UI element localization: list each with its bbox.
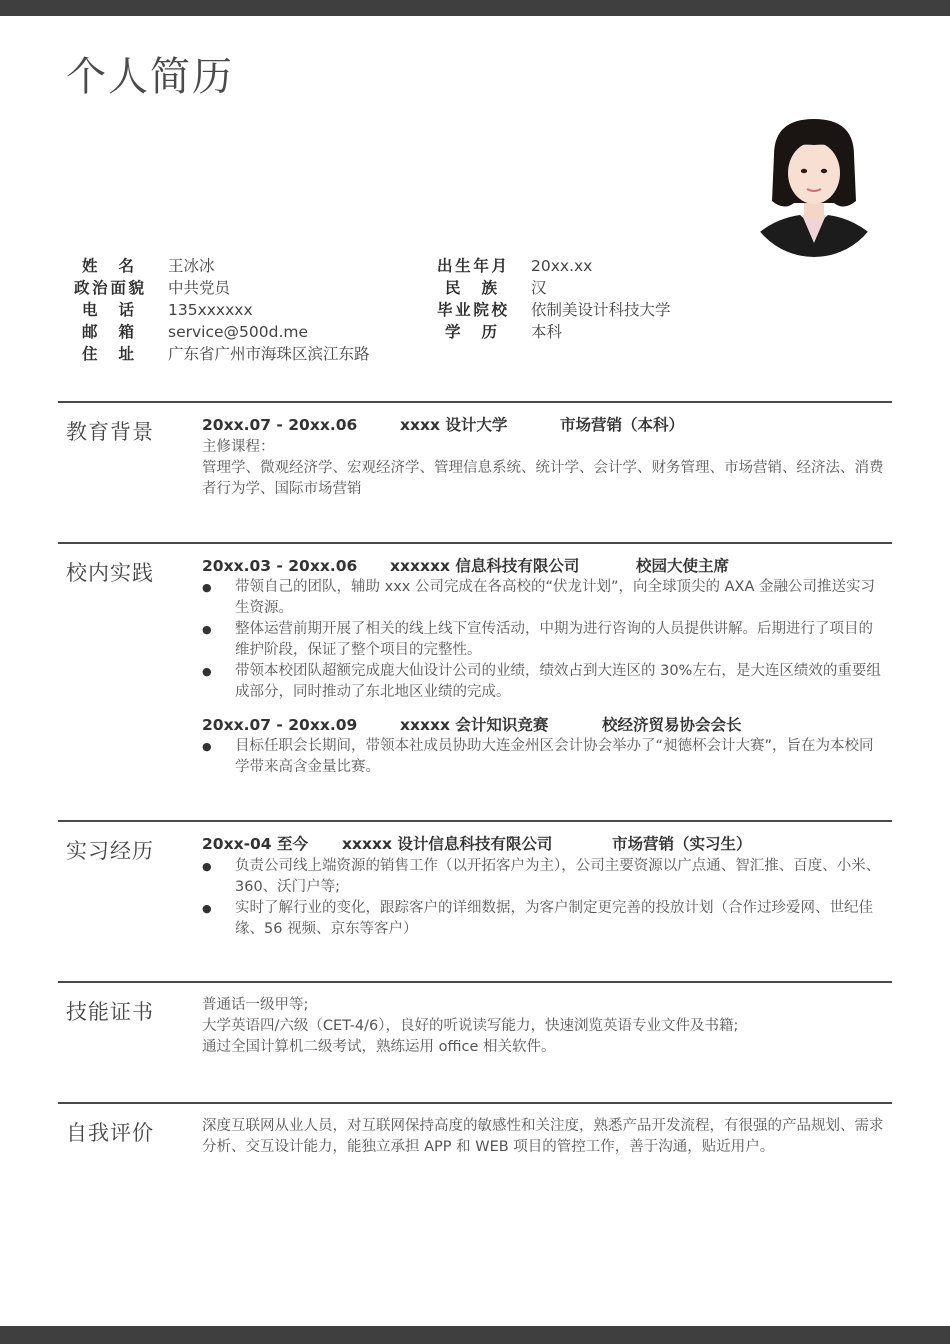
list-item xyxy=(202,577,888,619)
education-header xyxy=(202,414,888,436)
list-item xyxy=(202,898,888,940)
campus-date: 20xx.03 - 20xx.06 xyxy=(202,557,358,575)
list-item xyxy=(202,856,888,898)
skills-divider xyxy=(58,981,892,983)
email-label: 邮箱 xyxy=(82,323,134,341)
education-date: 20xx.07 - 20xx.06 xyxy=(202,416,358,434)
politics-value: 中共党员 xyxy=(168,279,231,297)
internship-header xyxy=(202,833,888,855)
bullet-icon: ● xyxy=(202,902,212,915)
list-item xyxy=(202,736,888,778)
profile-photo xyxy=(752,115,876,257)
courses-label: 主修课程： xyxy=(202,439,275,455)
bullet-icon: ● xyxy=(202,581,212,594)
phone-label: 电话 xyxy=(82,301,134,319)
self-eval-divider xyxy=(58,1102,892,1104)
campus-org: xxxxx 会计知识竞赛 xyxy=(400,716,549,734)
campus-divider xyxy=(58,542,892,544)
list-item xyxy=(202,619,888,661)
internship-org: xxxxx 设计信息科技有限公司 xyxy=(342,835,553,853)
page-title: 个人简历 xyxy=(66,54,234,100)
campus-org: xxxxxx 信息科技有限公司 xyxy=(390,557,580,575)
degree-value: 本科 xyxy=(531,323,563,341)
education-school: xxxx 设计大学 xyxy=(400,416,508,434)
name-label: 姓名 xyxy=(82,257,134,275)
birth-label: 出生年月 xyxy=(437,257,507,275)
bottom-bar xyxy=(0,1326,950,1344)
bullet-icon: ● xyxy=(202,740,212,753)
phone-value: 135xxxxxx xyxy=(168,301,253,319)
bullet-icon: ● xyxy=(202,860,212,873)
campus-entry-header xyxy=(202,555,888,577)
address-label: 住址 xyxy=(82,345,134,363)
bullet-text: 带领自己的团队，辅助 xxx 公司完成在各高校的“伏龙计划”，向全球顶尖的 AXA 金融公司推送实习生资源。 xyxy=(235,579,875,616)
name-value: 王冰冰 xyxy=(168,257,215,275)
campus-title: 校内实践 xyxy=(66,561,154,585)
degree-label: 学历 xyxy=(445,323,497,341)
bullet-icon: ● xyxy=(202,623,212,636)
skill-line: 普通话一级甲等; xyxy=(202,997,309,1013)
skill-line: 通过全国计算机二级考试，熟练运用 office 相关软件。 xyxy=(202,1039,556,1055)
education-divider xyxy=(58,401,892,403)
ethnic-label: 民族 xyxy=(445,279,497,297)
self-eval-text: 深度互联网从业人员，对互联网保持高度的敏感性和关注度，熟悉产品开发流程，有很强的产品规划、需求分析、交互设计能力，能独立承担 APP 和 WEB 项目的管控工作，善于沟通，贴近用户。 xyxy=(202,1118,884,1155)
campus-role: 校经济贸易协会会长 xyxy=(602,716,742,734)
list-item xyxy=(202,661,888,703)
internship-role: 市场营销（实习生） xyxy=(612,835,752,853)
bullet-text: 目标任职会长期间，带领本社成员协助大连金州区会计协会举办了“昶德杯会计大赛”，旨在为本校同学带来高含金量比赛。 xyxy=(235,738,874,775)
bullet-text: 整体运营前期开展了相关的线上线下宣传活动，中期为进行咨询的人员提供讲解。后期进行了项目的维护阶段，保证了整个项目的完整性。 xyxy=(235,621,873,658)
education-major: 市场营销（本科） xyxy=(560,416,685,434)
email-value: service@500d.me xyxy=(168,323,309,341)
school-value: 依制美设计科技大学 xyxy=(531,301,671,319)
internship-divider xyxy=(58,820,892,822)
bullet-text: 实时了解行业的变化，跟踪客户的详细数据，为客户制定更完善的投放计划（合作过珍爱网、世纪佳缘、56 视频、京东等客户） xyxy=(235,900,873,937)
internship-title: 实习经历 xyxy=(66,839,154,863)
campus-date: 20xx.07 - 20xx.09 xyxy=(202,716,358,734)
bullet-text: 带领本校团队超额完成鹿大仙设计公司的业绩，绩效占到大连区的 30%左右，是大连区绩效的重要组成部分，同时推动了东北地区业绩的完成。 xyxy=(235,663,881,700)
courses-list: 管理学、微观经济学、宏观经济学、管理信息系统、统计学、会计学、财务管理、市场营销、经济法、消费者行为学、国际市场营销 xyxy=(202,460,884,497)
internship-date: 20xx-04 至今 xyxy=(202,835,308,853)
bullet-text: 负责公司线上端资源的销售工作（以开拓客户为主），公司主要资源以广点通、智汇推、百度、小米、360、沃门户等; xyxy=(235,858,881,895)
bullet-icon: ● xyxy=(202,665,212,678)
campus-entry-header xyxy=(202,714,888,736)
address-value: 广东省广州市海珠区滨江东路 xyxy=(168,345,370,363)
top-bar xyxy=(0,0,950,16)
campus-role: 校园大使主席 xyxy=(636,557,730,575)
school-label: 毕业院校 xyxy=(437,301,507,319)
education-title: 教育背景 xyxy=(66,420,154,444)
skill-line: 大学英语四/六级（CET-4/6），良好的听说读写能力，快速浏览英语专业文件及书籍; xyxy=(202,1018,739,1034)
self-eval-title: 自我评价 xyxy=(66,1121,154,1145)
ethnic-value: 汉 xyxy=(531,279,547,297)
birth-value: 20xx.xx xyxy=(531,257,593,275)
politics-label: 政治面貌 xyxy=(74,279,144,297)
skills-title: 技能证书 xyxy=(66,1000,154,1024)
